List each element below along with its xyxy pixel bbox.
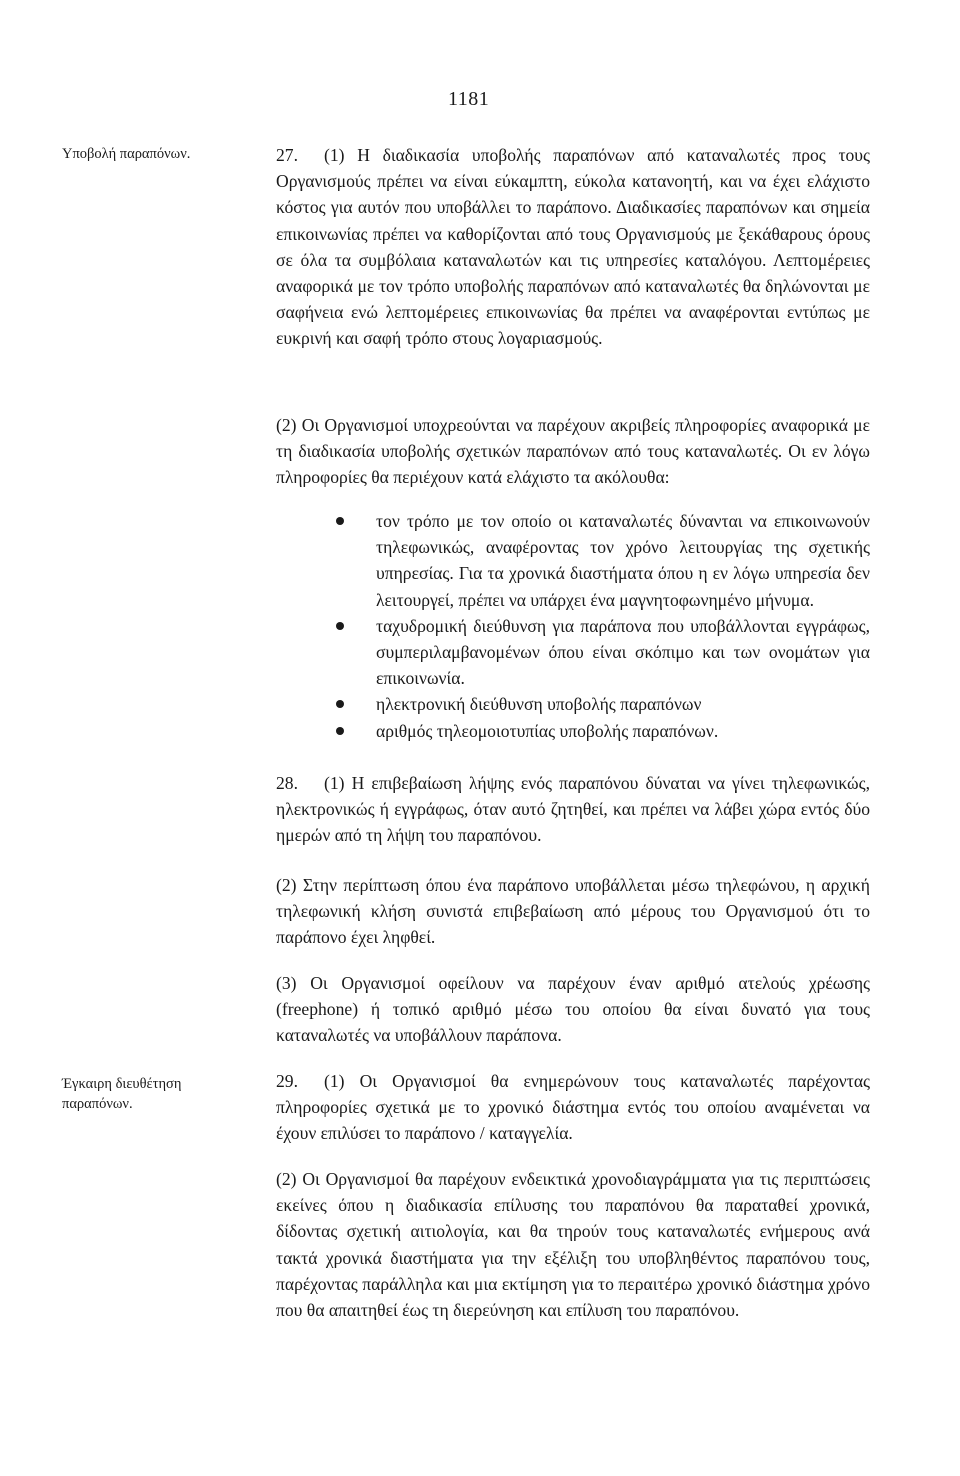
bullet-icon [336,727,344,735]
bullet-icon [336,517,344,525]
section-28-p1-text: (1) Η επιβεβαίωση λήψης ενός παραπόνου δύναται να γίνει τηλεφωνικώς, ηλεκτρονικώς ή εγγράφως, όταν αυτό ζητηθεί, και πρέπει να λάβει χώρα εντός δύο ημερών από τη λήψη του παραπόνου. [276,773,870,846]
page-number: 1181 [448,88,490,110]
section-27-number: 27. [276,145,298,165]
section-29-paragraph-1 [276,1068,870,1147]
section-29-paragraph-2: (2) Οι Οργανισμοί θα παρέχουν ενδεικτικά χρονοδιαγράμματα για τις περιπτώσεις εκείνες όπου η διαδικασία επίλυσης του παραπόνου θα παραταθεί χρονικά, δίδοντας σχετική αιτιολογία, και θα τηρούν τους καταναλωτές ενήμερους ανά τακτά χρονικά διαστήματα για την εξέλιξη του υποβληθέντος παραπόνου τους, παρέχοντας παράλληλα και μια εκτίμηση για το περαιτέρω χρονικό διάστημα χρόνο που θα απαιτηθεί έως τη διερεύνηση και επίλυση του παραπόνου. [276,1169,870,1321]
margin-note-timely-resolution: Έγκαιρη διευθέτηση παραπόνων. [62,1076,182,1112]
section-29-number: 29. [276,1071,298,1091]
section-27-bullet-list [336,508,870,744]
list-item: ηλεκτρονική διεύθυνση υποβολής παραπόνων [336,691,870,717]
margin-note-complaints-submission: Υποβολή παραπόνων. [62,146,191,162]
section-28-paragraph-1 [276,770,870,849]
list-item: ταχυδρομική διεύθυνση για παράπονα που υποβάλλονται εγγράφως, συμπεριλαμβανομένων όπου είναι σκόπιμο και των ονομάτων για επικοινωνία. [336,613,870,692]
section-29-p1-text: (1) Οι Οργανισμοί θα ενημερώνουν τους καταναλωτές παρέχοντας πληροφορίες σχετικά με το χρονικό διάστημα εντός του οποίου αναμένεται να έχουν επιλύσει το παράπονο / καταγγελία. [276,1071,870,1144]
list-item: αριθμός τηλεομοιοτυπίας υποβολής παραπόνων. [336,718,870,744]
section-27-p1-text: (1) Η διαδικασία υποβολής παραπόνων από καταναλωτές προς τους Οργανισμούς πρέπει να είναι εύκαμπτη, εύκολα κατανοητή, και να έχει ελάχιστο κόστος για αυτόν που υποβάλλει το παράπονο. Διαδικασίες παραπόνων και σημεία επικοινωνίας πρέπει να καθορίζονται από τους Οργανισμούς με ξεκάθαρους όρους σε όλα τα συμβόλαια καταναλωτών και τις υπηρεσίες καταλόγου. Λεπτομέρειες αναφορικά με τον τρόπο υποβολής παραπόνων από καταναλωτές θα δηλώνονται με σαφήνεια ενώ λεπτομέρειες επικοινωνίας θα πρέπει να αναφέρονται εντύπως με ευκρινή και σαφή τρόπο στους λογαριασμούς. [276,145,870,349]
bullet-icon [336,622,344,630]
section-27-paragraph-2: (2) Οι Οργανισμοί υποχρεούνται να παρέχουν ακριβείς πληροφορίες αναφορικά με τη διαδικασία υποβολής σχετικών παραπόνων από τους καταναλωτές. Οι εν λόγω πληροφορίες θα περιέχουν κατά ελάχιστο τα ακόλουθα: [276,415,870,488]
section-28-number: 28. [276,773,298,793]
list-item: τον τρόπο με τον οποίο οι καταναλωτές δύνανται να επικοινωνούν τηλεφωνικώς, αναφέροντας τον χρόνο λειτουργίας της σχετικής υπηρεσίας. Για τα χρονικά διαστήματα όπου η εν λόγω υπηρεσία δεν λειτουργεί, πρέπει να υπάρχει ένα μαγνητοφωνημένο μήνυμα. [336,508,870,613]
bullet-icon [336,700,344,708]
section-28-paragraph-3: (3) Οι Οργανισμοί οφείλουν να παρέχουν έναν αριθμό ατελούς χρέωσης (freephone) ή τοπικό αριθμό μέσω του οποίου θα είναι δυνατό για τους καταναλωτές να υποβάλλουν παράπονα. [276,973,870,1046]
section-28-paragraph-2: (2) Στην περίπτωση όπου ένα παράπονο υποβάλλεται μέσω τηλεφώνου, η αρχική τηλεφωνική κλήση συνιστά επιβεβαίωση από μέρους του Οργανισμού ότι το παράπονο έχει ληφθεί. [276,875,870,948]
section-27-paragraph-1 [276,142,870,352]
